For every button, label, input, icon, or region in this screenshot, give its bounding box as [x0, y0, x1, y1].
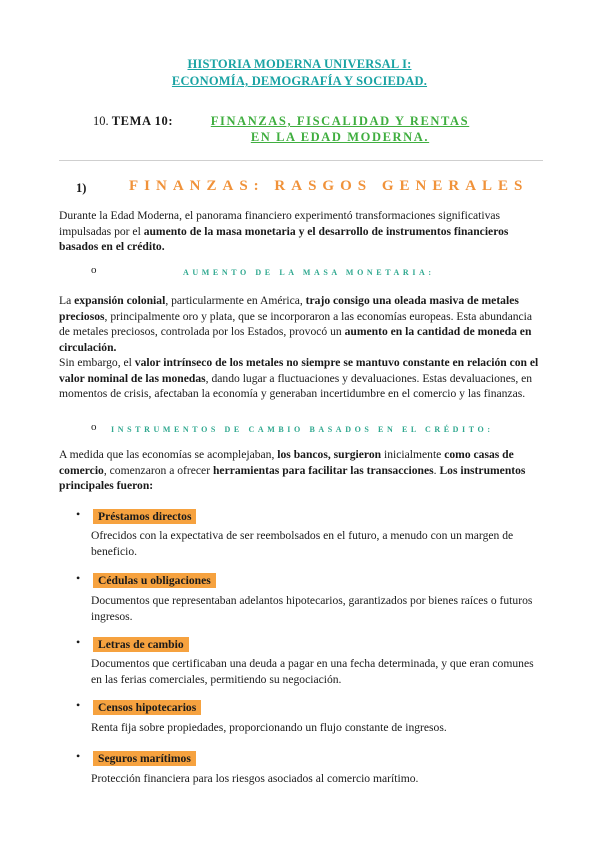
highlight-label-censos: [93, 698, 201, 716]
bullet-icon: •: [76, 571, 81, 585]
text: , principalmente oro y plata, que se incorporaron a las economías europeas. Esta abundancia de metales preciosos, controlada por los Estados, provocó un: [59, 309, 533, 338]
bullet-icon: •: [76, 507, 81, 521]
item-description: Ofrecidos con la expectativa de ser reembolsados en el futuro, a menudo con un margen de beneficio.: [91, 529, 514, 558]
highlight-text: Censos hipotecarios: [93, 700, 201, 715]
highlight-text: Seguros marítimos: [93, 751, 196, 766]
item-description: Documentos que certificaban una deuda a pagar en una fecha determinada, y que eran comunes en las ferias comerciales, permitiendo su negociación.: [91, 657, 534, 686]
intro-text: Durante la Edad Moderna, el panorama financiero experimentó transformaciones significativas impulsadas por el: [59, 209, 501, 238]
text: Sin embargo, el: [59, 356, 135, 369]
text: , particularmente en América,: [165, 294, 306, 307]
bold-text: como casas de comercio: [59, 448, 514, 477]
section-title: FINANZAS: RASGOS GENERALES: [129, 178, 529, 194]
text: inicialmente: [381, 448, 445, 461]
intro-paragraph: [59, 208, 543, 255]
subheading-masa-monetaria: AUMENTO DE LA MASA MONETARIA:: [183, 268, 435, 277]
highlight-label-seguros: [93, 749, 196, 767]
bold-text: expansión colonial: [74, 294, 166, 307]
subheading-instrumentos-credito: INSTRUMENTOS DE CAMBIO BASADOS EN EL CRÉDITO:: [111, 425, 494, 434]
highlight-label-prestamos: [93, 507, 196, 525]
text: La: [59, 294, 75, 307]
paragraph-bancos: [59, 447, 543, 494]
tema-title-line1: FINANZAS, FISCALIDAD Y RENTAS: [210, 114, 470, 128]
section-number: 1): [76, 181, 87, 195]
tema-title-line2: EN LA EDAD MODERNA.: [250, 130, 430, 144]
bold-text: los bancos, surgieron: [277, 448, 382, 461]
bold-text: valor intrínseco de los metales no siempre se mantuvo constante en relación con el valor nominal de las monedas: [59, 356, 539, 385]
text: , dando lugar a fluctuaciones y devaluaciones. Estas devaluaciones, en momentos de crisis, afectaban la economía y generaban incertidumbre en el comercio y las finanzas.: [59, 371, 533, 400]
sub-bullet-icon: o: [91, 264, 97, 276]
doc-title-line2: ECONOMÍA, DEMOGRAFÍA Y SOCIEDAD.: [171, 74, 428, 88]
item-description: Protección financiera para los riesgos asociados al comercio marítimo.: [91, 772, 419, 785]
highlight-text: Préstamos directos: [93, 509, 196, 524]
tema-label: [93, 114, 173, 129]
sub-bullet-icon: o: [91, 421, 97, 433]
text: , comenzaron a ofrecer: [103, 463, 213, 477]
highlight-text: Letras de cambio: [93, 637, 189, 652]
paragraph-expansion-colonial: [59, 293, 543, 402]
highlight-label-cedulas: [93, 571, 216, 589]
bold-text: aumento en la cantidad de moneda en circulación.: [59, 325, 532, 354]
bullet-icon: •: [76, 635, 81, 649]
bold-text: trajo consigo una oleada masiva de metales preciosos: [59, 294, 519, 323]
divider: [59, 160, 543, 161]
doc-title-line1: HISTORIA MODERNA UNIVERSAL I:: [187, 57, 412, 71]
bullet-icon: •: [76, 698, 81, 712]
tema-label-text: TEMA 10:: [111, 114, 174, 128]
highlight-label-letras: [93, 635, 189, 653]
bold-text: herramientas para facilitar las transacciones: [212, 463, 434, 477]
tema-number: 10.: [93, 114, 109, 128]
bullet-icon: •: [76, 749, 81, 763]
item-description: Documentos que representaban adelantos hipotecarios, garantizados por bienes raíces o futuros ingresos.: [91, 594, 533, 623]
bold-text: Los instrumentos principales fueron:: [59, 463, 526, 492]
intro-bold: aumento de la masa monetaria y el desarrollo de instrumentos financieros basados en el crédito.: [59, 224, 509, 253]
text: .: [433, 463, 440, 477]
text: A medida que las economías se acomplejaban,: [59, 448, 278, 461]
item-description: Renta fija sobre propiedades, proporcionando un flujo constante de ingresos.: [91, 721, 447, 734]
highlight-text: Cédulas u obligaciones: [93, 573, 216, 588]
